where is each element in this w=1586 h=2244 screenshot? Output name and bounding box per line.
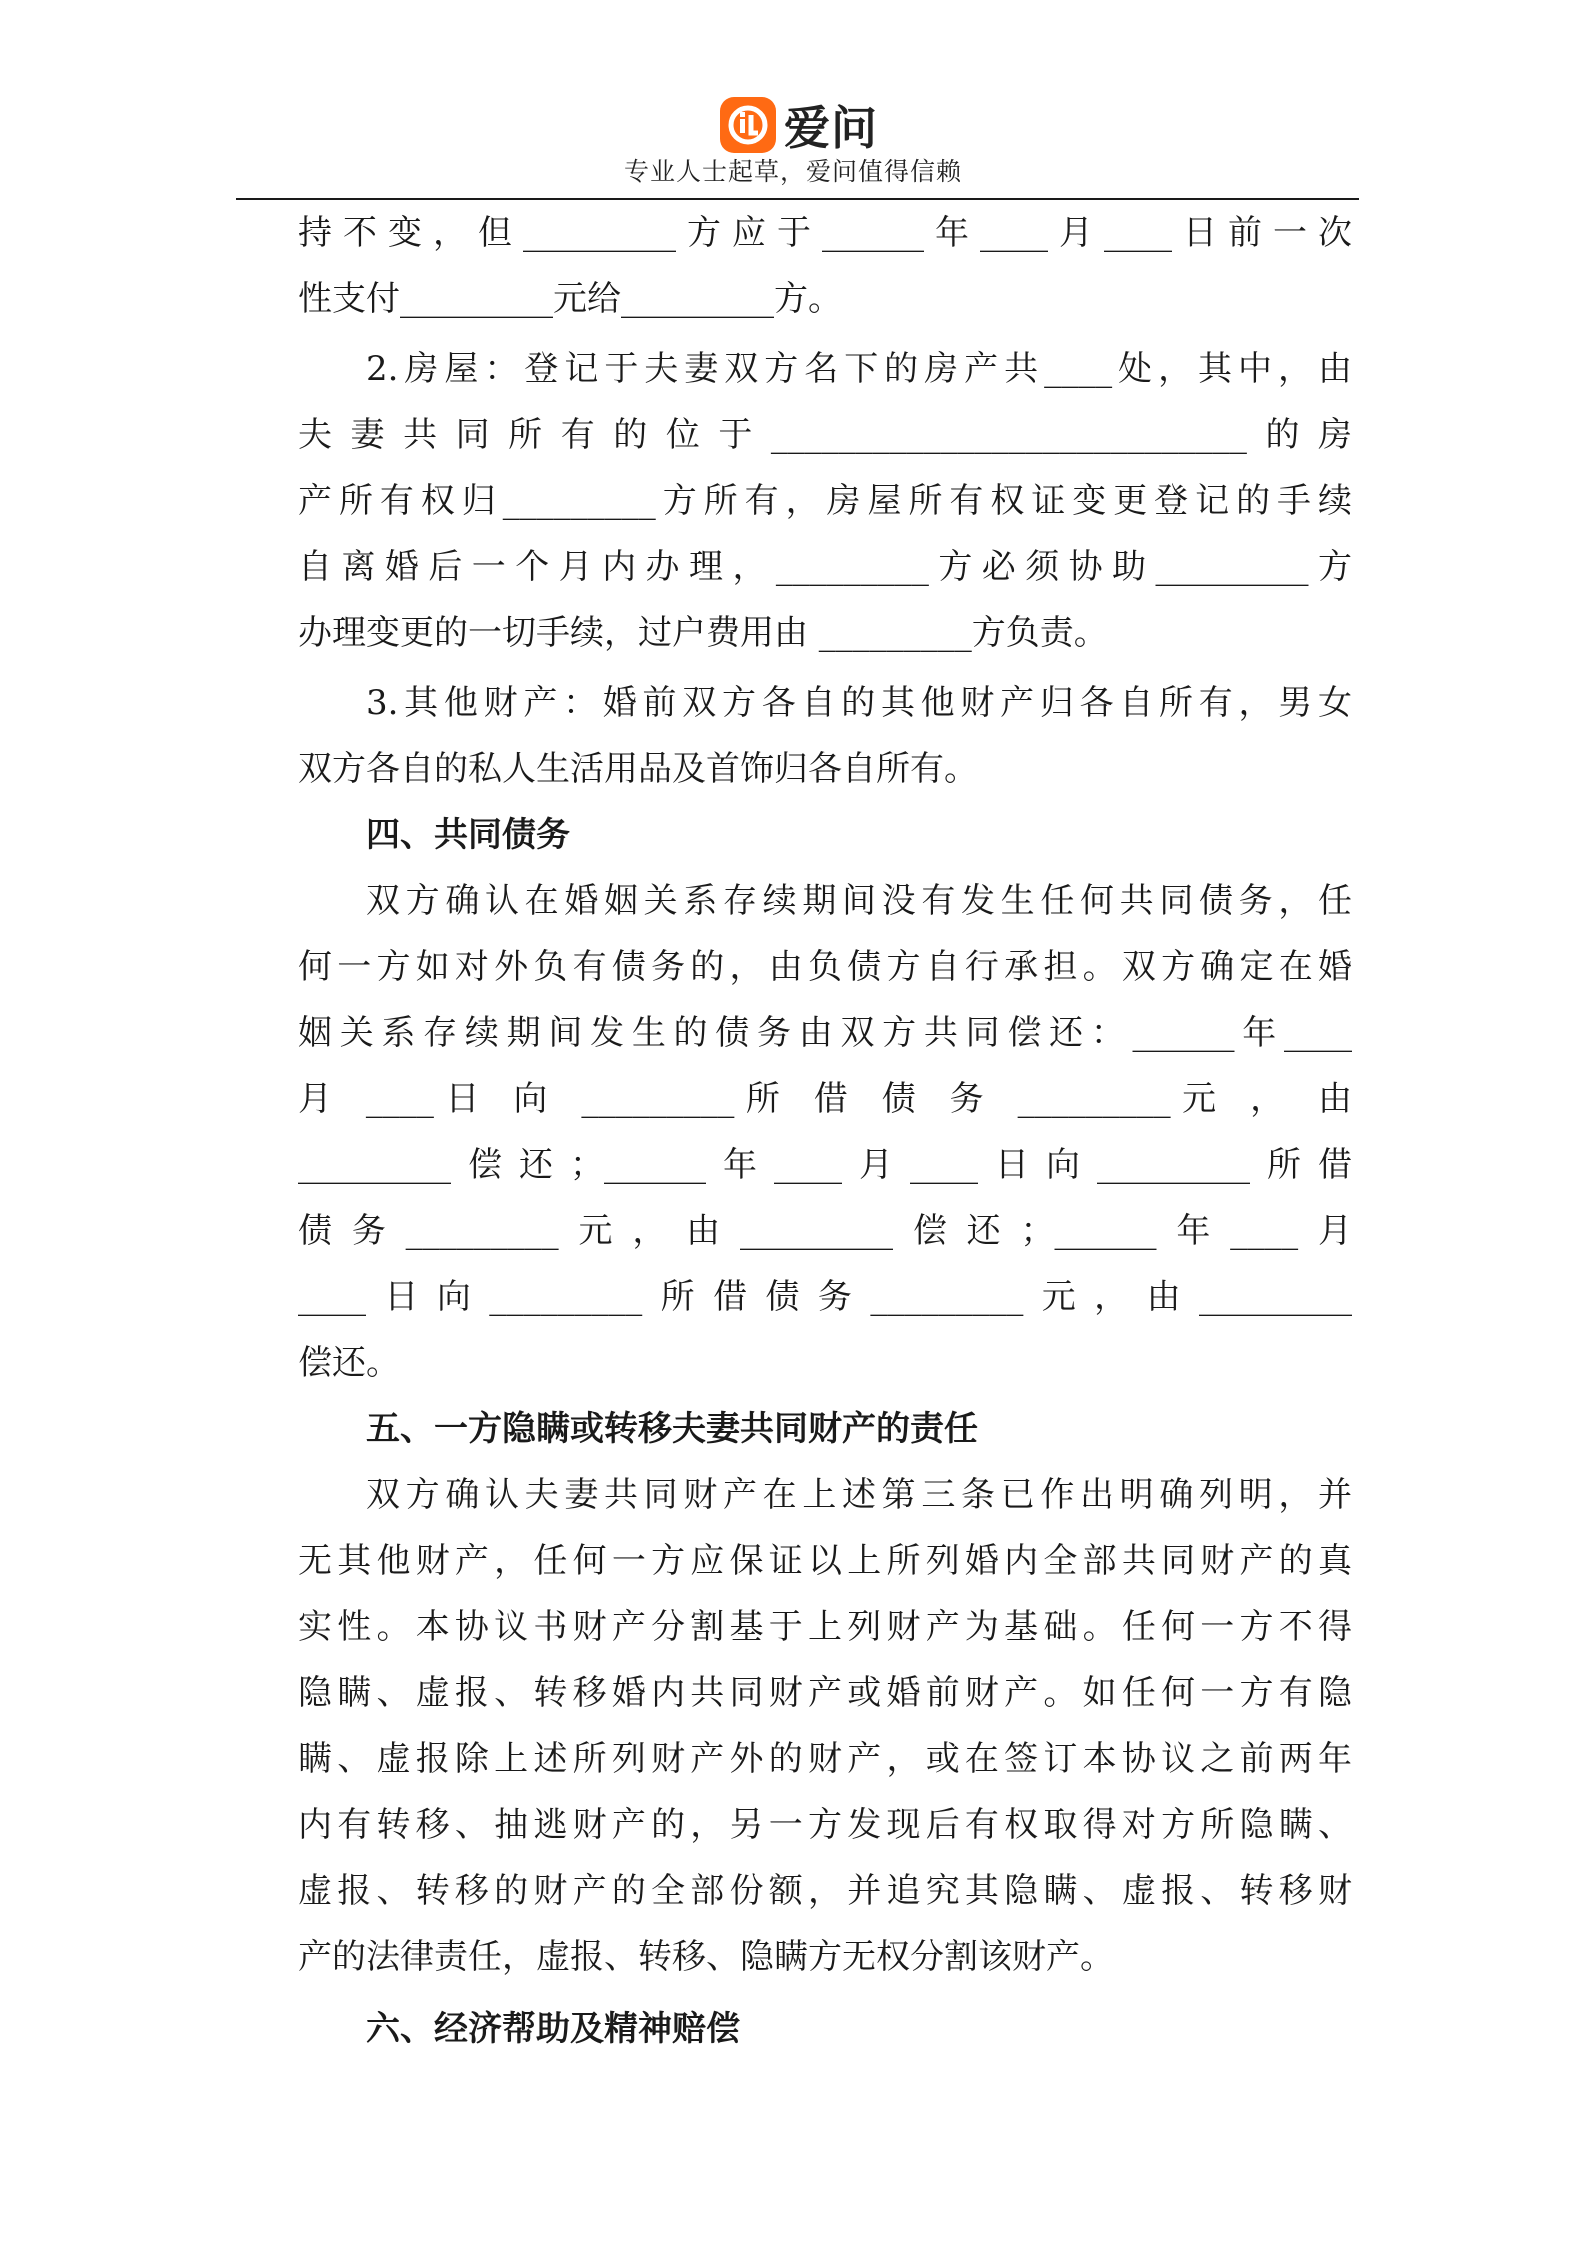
text-line: 无其他财产，任何一方应保证以上所列婚内全部共同财产的真: [298, 1541, 1352, 1581]
text-line: 3.其他财产：婚前双方各自的其他财产归各自所有，男女: [366, 683, 1352, 723]
brand-name: 爱问: [784, 101, 878, 155]
text-line: 月 ____日 向 _________所 借 债 务 _________元 ， 由: [298, 1079, 1352, 1119]
text-line: 双方确认夫妻共同财产在上述第三条已作出明确列明，并: [366, 1475, 1352, 1515]
text-line: ____日向_________所借债务_________元，由_________: [298, 1277, 1352, 1317]
text-line: 性支付_________元给_________方。: [298, 279, 842, 319]
text-line: _________偿还；______年____月____日向_________所借: [298, 1145, 1352, 1185]
text-line: 实性。本协议书财产分割基于上列财产为基础。任何一方不得: [298, 1607, 1352, 1647]
text-line: 何一方如对外负有债务的，由负债方自行承担。双方确定在婚: [298, 947, 1352, 987]
section-heading-common-debts: 四、共同债务: [366, 815, 570, 855]
section-heading-economic-help: 六、经济帮助及精神赔偿: [366, 2009, 740, 2049]
text-line: 隐瞒、虚报、转移婚内共同财产或婚前财产。如任何一方有隐: [298, 1673, 1352, 1713]
text-line: 自离婚后一个月内办理，_________方必须协助_________方: [298, 547, 1352, 587]
text-line: 瞒、虚报除上述所列财产外的财产，或在签订本协议之前两年: [298, 1739, 1352, 1779]
slogan: 专业人士起草，爱问值得信赖: [623, 157, 962, 186]
text-line: 姻关系存续期间发生的债务由双方共同偿还：______年____: [298, 1013, 1352, 1053]
text-line: 债务_________元，由_________偿还；______年____月: [298, 1211, 1352, 1251]
iask-logo-icon: [720, 97, 776, 153]
text-line: 双方确认在婚姻关系存续期间没有发生任何共同债务，任: [366, 881, 1352, 921]
text-line: 双方各自的私人生活用品及首饰归各自所有。: [298, 749, 978, 789]
text-line: 虚报、转移的财产的全部份额，并追究其隐瞒、虚报、转移财: [298, 1871, 1352, 1911]
text-line: 产的法律责任，虚报、转移、隐瞒方无权分割该财产。: [298, 1937, 1114, 1977]
text-line: 办理变更的一切手续，过户费用由 _________方负责。: [298, 613, 1108, 653]
text-line: 偿还。: [298, 1343, 400, 1383]
text-line: 夫妻共同所有的位于____________________________的房: [298, 415, 1352, 455]
document-body: [298, 200, 1352, 2062]
text-line: 2.房屋：登记于夫妻双方名下的房产共____处，其中，由: [366, 349, 1352, 389]
page-header: [0, 0, 1586, 200]
brand: [720, 95, 878, 155]
text-line: 内有转移、抽逃财产的，另一方发现后有权取得对方所隐瞒、: [298, 1805, 1352, 1845]
section-heading-concealed-property: 五、一方隐瞒或转移夫妻共同财产的责任: [366, 1409, 978, 1449]
text-line: 持不变，但_________方应于______年____月____日前一次: [298, 213, 1352, 253]
text-line: 产所有权归_________方所有，房屋所有权证变更登记的手续: [298, 481, 1352, 521]
